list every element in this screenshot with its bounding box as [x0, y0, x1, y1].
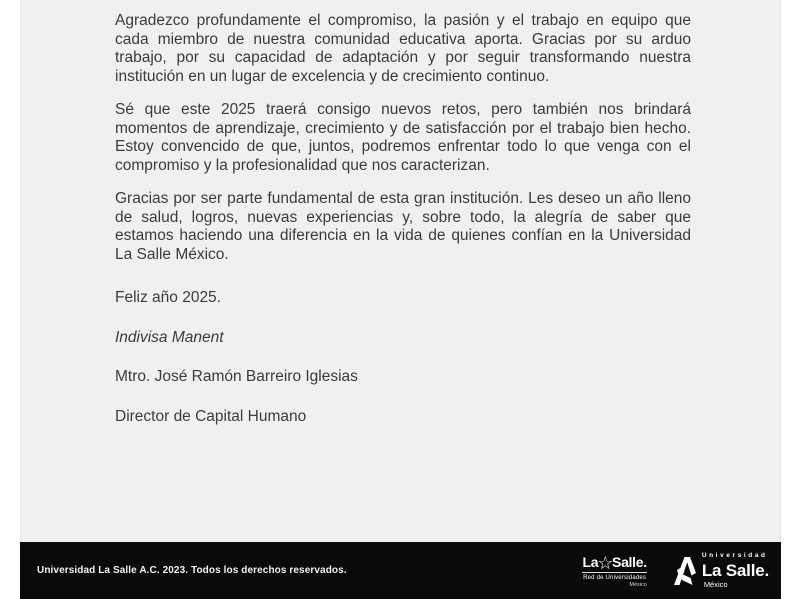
university-country: México [703, 579, 728, 589]
logo-word-salle: Salle. [612, 554, 647, 571]
lasalle-signum-icon [673, 556, 697, 586]
lasalle-wordmark: La Salle. [701, 560, 769, 580]
letter-motto: Indivisa Manent [115, 328, 224, 346]
lasalle-network-wordmark [582, 552, 647, 574]
letter-sheet [20, 0, 781, 542]
letter-body [20, 0, 781, 426]
copyright-notice: Universidad La Salle A.C. 2023. Todos los derechos reservados. [37, 565, 347, 576]
logo-word-la: La [582, 554, 599, 571]
letter-paragraph: Gracias por ser parte fundamental de esta gran institución. Les deseo un año lleno de salud, logros, nuevas experiencias y, sobre todo, la alegría de saber que estamos haciendo una diferencia en la vida de quienes confían en la Universidad La Salle México. [115, 190, 691, 263]
footer-logos [582, 552, 769, 589]
network-country: México [629, 582, 647, 589]
universidad-lasalle-logo [673, 553, 769, 588]
signatory-name: Mtro. José Ramón Barreiro Iglesias [115, 368, 358, 385]
letter-paragraph: Sé que este 2025 traerá consigo nuevos retos, pero también nos brindará momentos de aprendizaje, crecimiento y de satisfacción por el trabajo bien hecho. Estoy convencido de que, juntos, podremos enfrentar todo lo que venga con el compromiso y la profesionalidad que nos caracterizan. [115, 101, 691, 174]
logo-divider-line [582, 572, 646, 573]
university-label: Universidad [701, 552, 768, 559]
lasalle-network-logo [582, 552, 646, 589]
letter-paragraph: Agradezco profundamente el compromiso, la pasión y el trabajo en equipo que cada miembro de nuestra comunidad educativa aporta. Gracias por su arduo trabajo, por su capacidad de adaptación y por seguir transformando nuestra institución en un lugar de excelencia y de crecimiento continuo. [115, 12, 691, 85]
letter-closing: Feliz año 2025. [115, 289, 221, 306]
network-subtitle: Red de Universidades [583, 575, 647, 582]
star-icon: ☆ [597, 553, 614, 574]
footer-bar [20, 542, 781, 599]
universidad-lasalle-text [702, 553, 769, 588]
signatory-title: Director de Capital Humano [115, 407, 307, 425]
